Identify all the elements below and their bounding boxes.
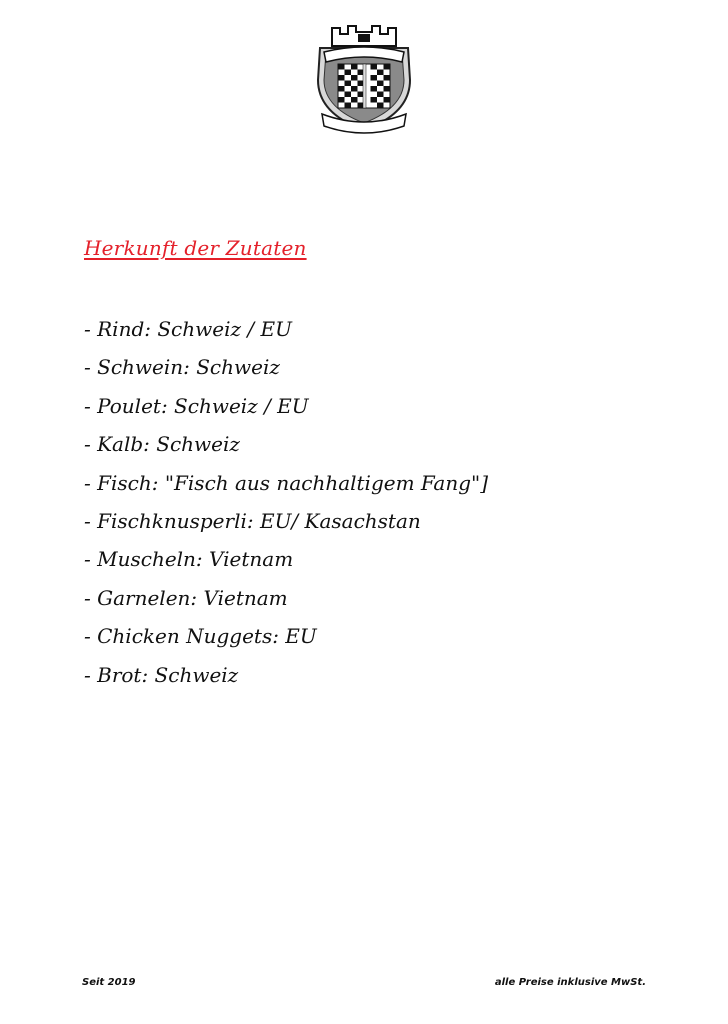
origin-item-kalb: - Kalb: Schweiz (84, 432, 240, 457)
origin-item-fisch: - Fisch: "Fisch aus nachhaltigem Fang"] (84, 470, 489, 495)
footer-since: Seit 2019 (82, 977, 136, 988)
origin-item-chicken-nuggets: - Chicken Nuggets: EU (84, 624, 317, 649)
origin-item-fischknusperli: - Fischknusperli: EU/ Kasachstan (84, 508, 421, 533)
origin-item-muscheln: - Muscheln: Vietnam (84, 547, 294, 572)
origin-item-brot: - Brot: Schweiz (84, 662, 239, 687)
origin-item-garnelen: - Garnelen: Vietnam (84, 585, 288, 610)
origin-item-schwein: - Schwein: Schweiz (84, 355, 280, 380)
wirtshaus-crest-logo (306, 18, 422, 136)
section-heading: Herkunft der Zutaten (84, 236, 307, 260)
origin-item-rind: - Rind: Schweiz / EU (84, 317, 292, 341)
footer-price-note: alle Preise inklusive MwSt. (494, 977, 646, 988)
ingredient-origin-list (84, 310, 488, 694)
origin-item-poulet: - Poulet: Schweiz / EU (84, 393, 309, 418)
